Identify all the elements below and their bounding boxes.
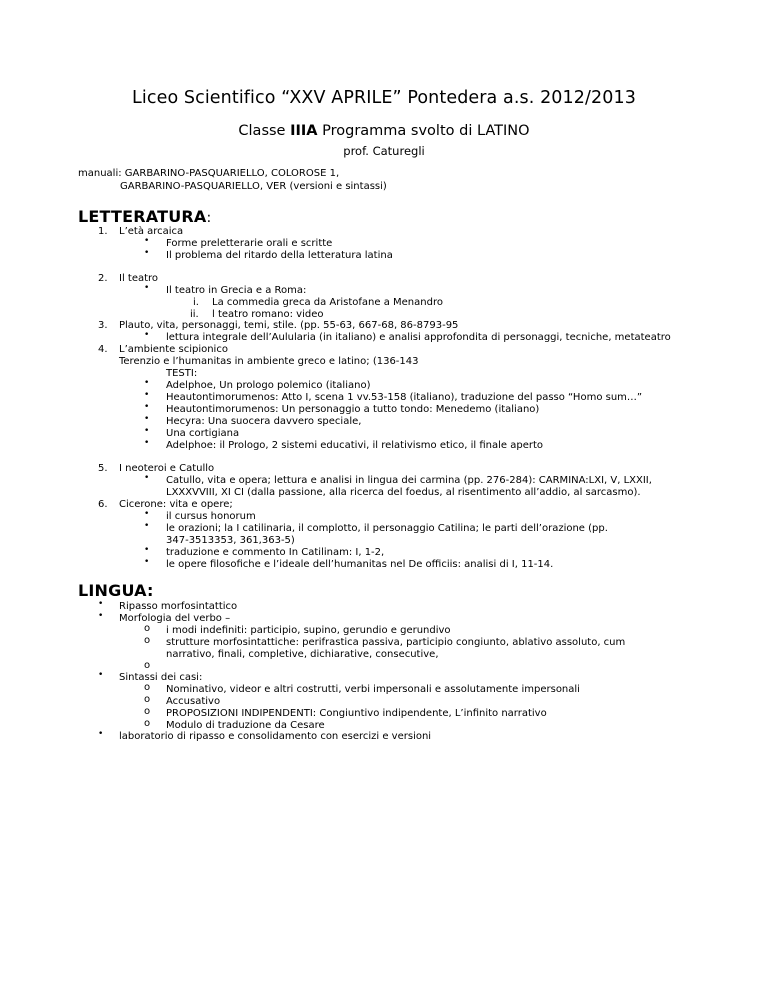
bullet-icon: • [144, 438, 150, 448]
bullet-icon: • [144, 402, 150, 412]
list-item: Heautontimorumenos: Un personaggio a tutto tondo: Menedemo (italiano) [166, 404, 540, 415]
manuals-line-1: manuali: GARBARINO-PASQUARIELLO, COLOROSE 1, [78, 168, 340, 179]
list-item: traduzione e commento In Catilinam: I, 1-2, [166, 547, 385, 558]
list-item: le opere filosofiche e l’ideale dell’humanitas nel De officiis: analisi di I, 11-14. [166, 559, 554, 570]
list-item: La commedia greca da Aristofane a Menandro [212, 297, 443, 308]
list-number: 2. [98, 273, 108, 284]
page-subtitle: Classe IIIA Programma svolto di LATINO [238, 123, 530, 139]
circle-bullet-icon: o [144, 694, 151, 705]
bullet-icon: • [98, 729, 104, 739]
bullet-icon: • [98, 599, 104, 609]
bullet-icon: • [98, 611, 104, 621]
list-item: laboratorio di ripasso e consolidamento con esercizi e versioni [119, 731, 432, 742]
circle-bullet-icon: o [144, 660, 151, 671]
list-item: lettura integrale dell’Aulularia (in italiano) e analisi approfondita di personaggi, tecniche, metateatro [166, 332, 671, 343]
circle-bullet-icon: o [144, 623, 151, 634]
list-item: le orazioni; la I catilinaria, il complotto, il personaggio Catilina; le parti dell’orazione (pp. [166, 523, 608, 534]
list-number: 1. [98, 226, 108, 237]
list-item: il cursus honorum [166, 511, 256, 522]
list-item: Ripasso morfosintattico [119, 601, 238, 612]
section-heading-lingua: LINGUA: [78, 581, 154, 600]
list-item: Sintassi dei casi: [119, 672, 203, 683]
list-number: 5. [98, 463, 108, 474]
list-item: I neoteroi e Catullo [119, 463, 215, 474]
bullet-icon: • [144, 509, 150, 519]
bullet-icon: • [144, 473, 150, 483]
list-item: Heautontimorumenos: Atto I, scena 1 vv.53-158 (italiano), traduzione del passo “Homo sum…” [166, 392, 643, 403]
circle-bullet-icon: o [144, 635, 151, 646]
list-item: Modulo di traduzione da Cesare [166, 720, 325, 731]
list-number: 3. [98, 320, 108, 331]
bullet-icon: • [144, 283, 150, 293]
list-item: Il problema del ritardo della letteratura latina [166, 250, 393, 261]
list-item: TESTI: [166, 368, 198, 379]
bullet-icon: • [144, 390, 150, 400]
roman-number: ii. [190, 309, 199, 320]
list-item: Forme preletterarie orali e scritte [166, 238, 333, 249]
list-item: 347-3513353, 361,363-5) [166, 535, 295, 546]
list-item: Adelphoe: il Prologo, 2 sistemi educativi, il relativismo etico, il finale aperto [166, 440, 544, 451]
bullet-icon: • [144, 378, 150, 388]
bullet-icon: • [144, 426, 150, 436]
bullet-icon: • [144, 414, 150, 424]
list-item: i modi indefiniti: participio, supino, gerundio e gerundivo [166, 625, 451, 636]
list-item: PROPOSIZIONI INDIPENDENTI: Congiuntivo indipendente, L’infinito narrativo [166, 708, 547, 719]
list-item: Il teatro in Grecia e a Roma: [166, 285, 307, 296]
list-item: strutture morfosintattiche: perifrastica passiva, participio congiunto, ablativo assoluto, cum [166, 637, 626, 648]
list-item: Il teatro [119, 273, 159, 284]
list-item: Cicerone: vita e opere; [119, 499, 233, 510]
bullet-icon: • [144, 236, 150, 246]
list-item: LXXXVVIII, XI CI (dalla passione, alla ricerca del foedus, al risentimento all’addio, al sarcasmo). [166, 487, 641, 498]
bullet-icon: • [144, 521, 150, 531]
list-item: l teatro romano: video [212, 309, 324, 320]
circle-bullet-icon: o [144, 706, 151, 717]
list-number: 6. [98, 499, 108, 510]
list-item: narrativo, finali, completive, dichiarative, consecutive, [166, 649, 439, 660]
manuals-line-2: GARBARINO-PASQUARIELLO, VER (versioni e sintassi) [120, 181, 387, 192]
roman-number: i. [193, 297, 199, 308]
bullet-icon: • [144, 330, 150, 340]
bullet-icon: • [98, 670, 104, 680]
list-item: Plauto, vita, personaggi, temi, stile. (pp. 55-63, 667-68, 86-8793-95 [119, 320, 459, 331]
bullet-icon: • [144, 545, 150, 555]
bullet-icon: • [144, 557, 150, 567]
list-item: Morfologia del verbo – [119, 613, 231, 624]
list-item: Adelphoe, Un prologo polemico (italiano) [166, 380, 371, 391]
circle-bullet-icon: o [144, 682, 151, 693]
list-item: Terenzio e l’humanitas in ambiente greco e latino; (136-143 [119, 356, 419, 367]
list-item: Hecyra: Una suocera davvero speciale, [166, 416, 362, 427]
list-item: Catullo, vita e opera; lettura e analisi in lingua dei carmina (pp. 276-284): CARMINA:LXI, V, LXXII, [166, 475, 652, 486]
list-item: Nominativo, videor e altri costrutti, verbi impersonali e assolutamente impersonali [166, 684, 580, 695]
list-number: 4. [98, 344, 108, 355]
bullet-icon: • [144, 248, 150, 258]
list-item: L’ambiente scipionico [119, 344, 228, 355]
teacher-name: prof. Caturegli [343, 144, 425, 158]
section-heading-letteratura: LETTERATURA: [78, 207, 212, 226]
list-item: Una cortigiana [166, 428, 240, 439]
circle-bullet-icon: o [144, 718, 151, 729]
list-item: Accusativo [166, 696, 221, 707]
page-title: Liceo Scientifico “XXV APRILE” Pontedera a.s. 2012/2013 [132, 88, 636, 108]
list-item: L’età arcaica [119, 226, 184, 237]
